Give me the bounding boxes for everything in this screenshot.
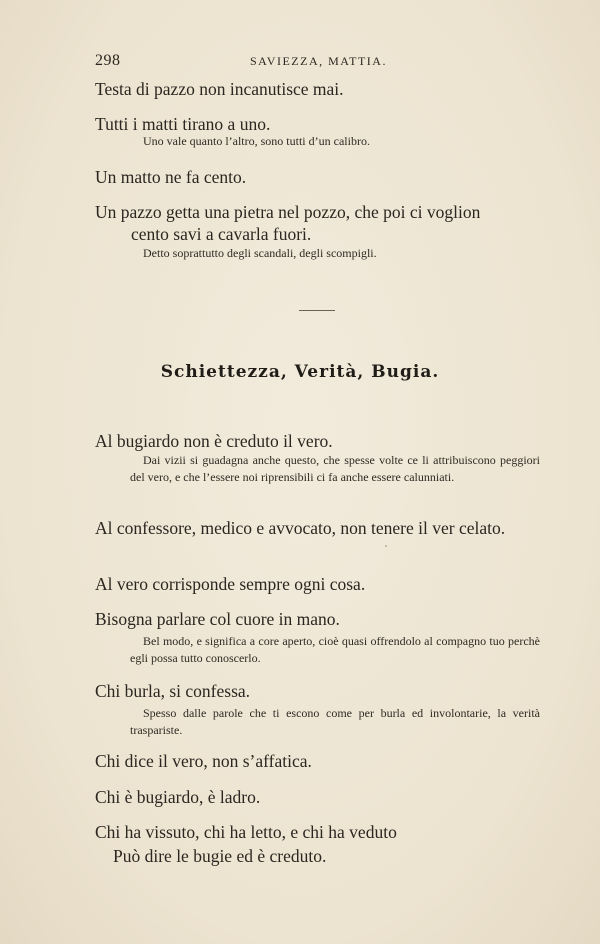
- running-head: SAVIEZZA, MATTIA.: [250, 54, 387, 68]
- proverb: Un matto ne fa cento.: [95, 167, 247, 187]
- proverb: Chi burla, si confessa.: [95, 681, 251, 701]
- proverb-line: Chi ha vissuto, chi ha letto, e chi ha veduto: [95, 822, 397, 842]
- proverb-line: cento savi a cavarla fuori.: [131, 224, 312, 244]
- divider-rule: [299, 310, 335, 311]
- proverb-gloss: Uno vale quanto l’altro, sono tutti d’un calibro.: [143, 134, 370, 148]
- page-header: [95, 52, 535, 72]
- proverb: Chi è bugiardo, è ladro.: [95, 787, 261, 807]
- proverb-gloss: Detto soprattutto degli scandali, degli scompigli.: [143, 246, 377, 260]
- section-title: Schiettezza, Verità, Bugia.: [160, 362, 440, 382]
- proverb: Al vero corrisponde sempre ogni cosa.: [95, 574, 366, 594]
- proverb: Al confessore, medico e avvocato, non tenere il ver celato.: [95, 518, 506, 538]
- proverb-line: Può dire le bugie ed è creduto.: [113, 846, 327, 866]
- proverb-gloss: Bel modo, e significa a core aperto, cioè quasi offrendolo al compagno tuo perchè egli possa tutto conoscerlo.: [130, 634, 540, 665]
- proverb: Al bugiardo non è creduto il vero.: [95, 431, 333, 451]
- paper-speck: [385, 545, 387, 547]
- proverb-line: Un pazzo getta una pietra nel pozzo, che poi ci voglion: [95, 202, 481, 222]
- proverb: Tutti i matti tirano a uno.: [95, 114, 271, 134]
- proverb: Chi dice il vero, non s’affatica.: [95, 751, 312, 771]
- proverb: Bisogna parlare col cuore in mano.: [95, 609, 340, 629]
- proverb-gloss: Dai vizii si guadagna anche questo, che spesse volte ce li attribuiscono peggiori del vero, e che l’essere noi riprensibili ci fa anche essere calunniati.: [130, 453, 540, 484]
- proverb: Testa di pazzo non incanutisce mai.: [95, 79, 344, 99]
- proverb-gloss: Spesso dalle parole che ti escono come per burla ed involontarie, la verità traspariste.: [130, 706, 540, 737]
- page-number: 298: [95, 52, 121, 69]
